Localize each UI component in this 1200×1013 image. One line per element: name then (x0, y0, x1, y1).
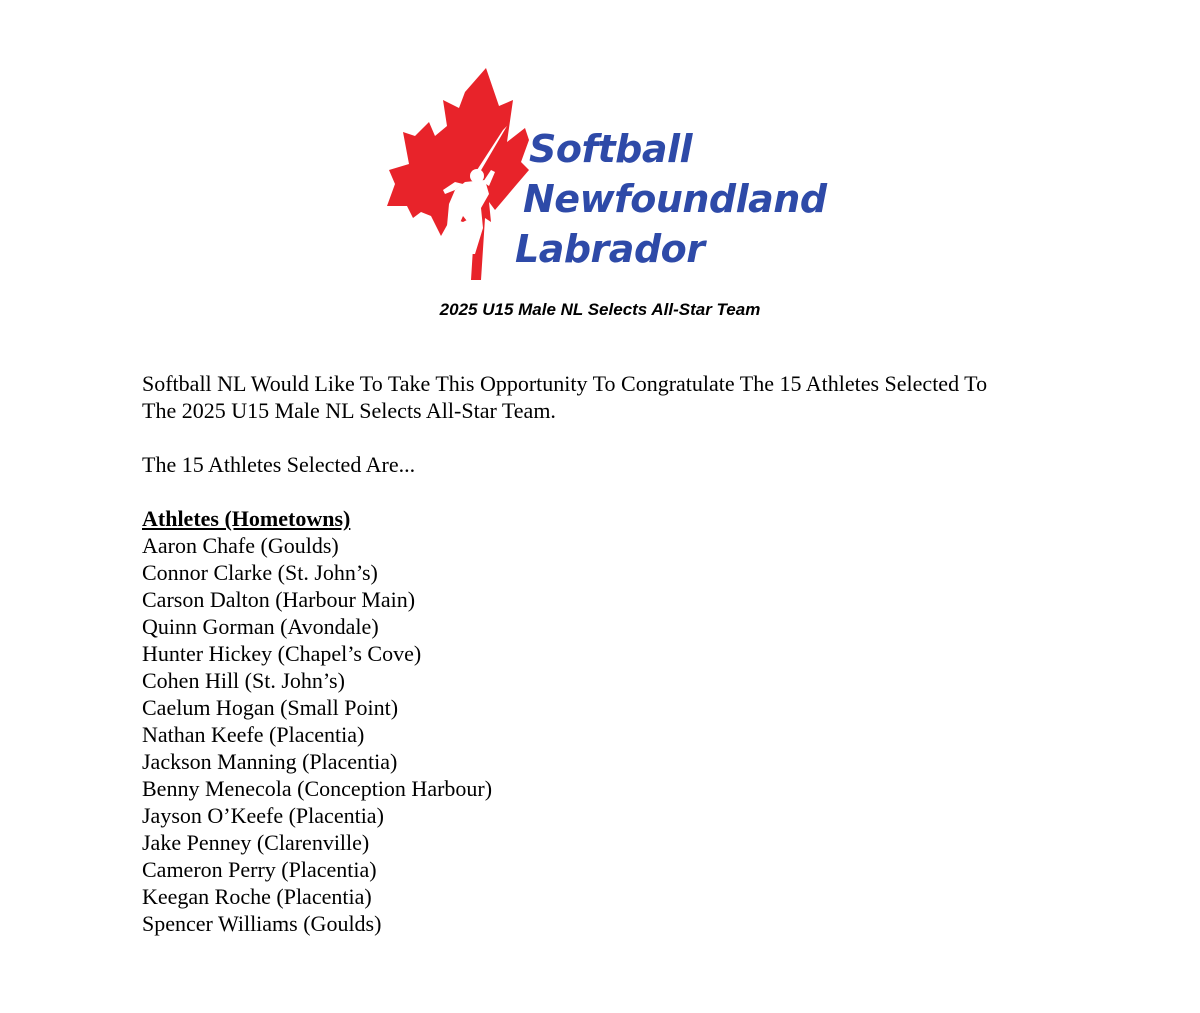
athlete-item: Hunter Hickey (Chapel’s Cove) (142, 641, 422, 666)
spacer (142, 424, 1102, 451)
athlete-item: Nathan Keefe (Placentia) (142, 722, 365, 747)
athlete-item: Caelum Hogan (Small Point) (142, 695, 399, 720)
athlete-item: Quinn Gorman (Avondale) (142, 614, 379, 639)
logo-line-softball: Softball (529, 127, 693, 171)
athlete-item: Jackson Manning (Placentia) (142, 749, 398, 774)
document-body (142, 370, 1102, 937)
spacer (142, 478, 1102, 505)
athlete-item: Jayson O’Keefe (Placentia) (142, 803, 384, 828)
athlete-item: Cohen Hill (St. John’s) (142, 668, 345, 693)
athlete-item: Aaron Chafe (Goulds) (142, 533, 339, 558)
athlete-item: Keegan Roche (Placentia) (142, 884, 372, 909)
athlete-item: Cameron Perry (Placentia) (142, 857, 377, 882)
maple-leaf-batter-icon (385, 66, 529, 280)
logo-line-labrador: Labrador (515, 227, 705, 271)
lead-text: The 15 Athletes Selected Are... (142, 452, 416, 477)
intro-line-1: Softball NL Would Like To Take This Opportunity To Congratulate The 15 Athletes Selected To (142, 371, 988, 396)
maple-leaf-shape (387, 68, 529, 280)
athlete-item: Connor Clarke (St. John’s) (142, 560, 378, 585)
document-title: 2025 U15 Male NL Selects All-Star Team (439, 300, 761, 319)
softball-nl-logo (385, 66, 825, 286)
athlete-item: Spencer Williams (Goulds) (142, 911, 382, 936)
logo-line-newfoundland: Newfoundland (523, 177, 827, 221)
athlete-list (142, 532, 1102, 937)
logo-wordmark (515, 124, 827, 274)
intro-line-2: The 2025 U15 Male NL Selects All-Star Team. (142, 398, 556, 423)
athlete-item: Benny Menecola (Conception Harbour) (142, 776, 493, 801)
athletes-heading: Athletes (Hometowns) (142, 506, 351, 531)
athlete-item: Carson Dalton (Harbour Main) (142, 587, 416, 612)
athlete-item: Jake Penney (Clarenville) (142, 830, 370, 855)
